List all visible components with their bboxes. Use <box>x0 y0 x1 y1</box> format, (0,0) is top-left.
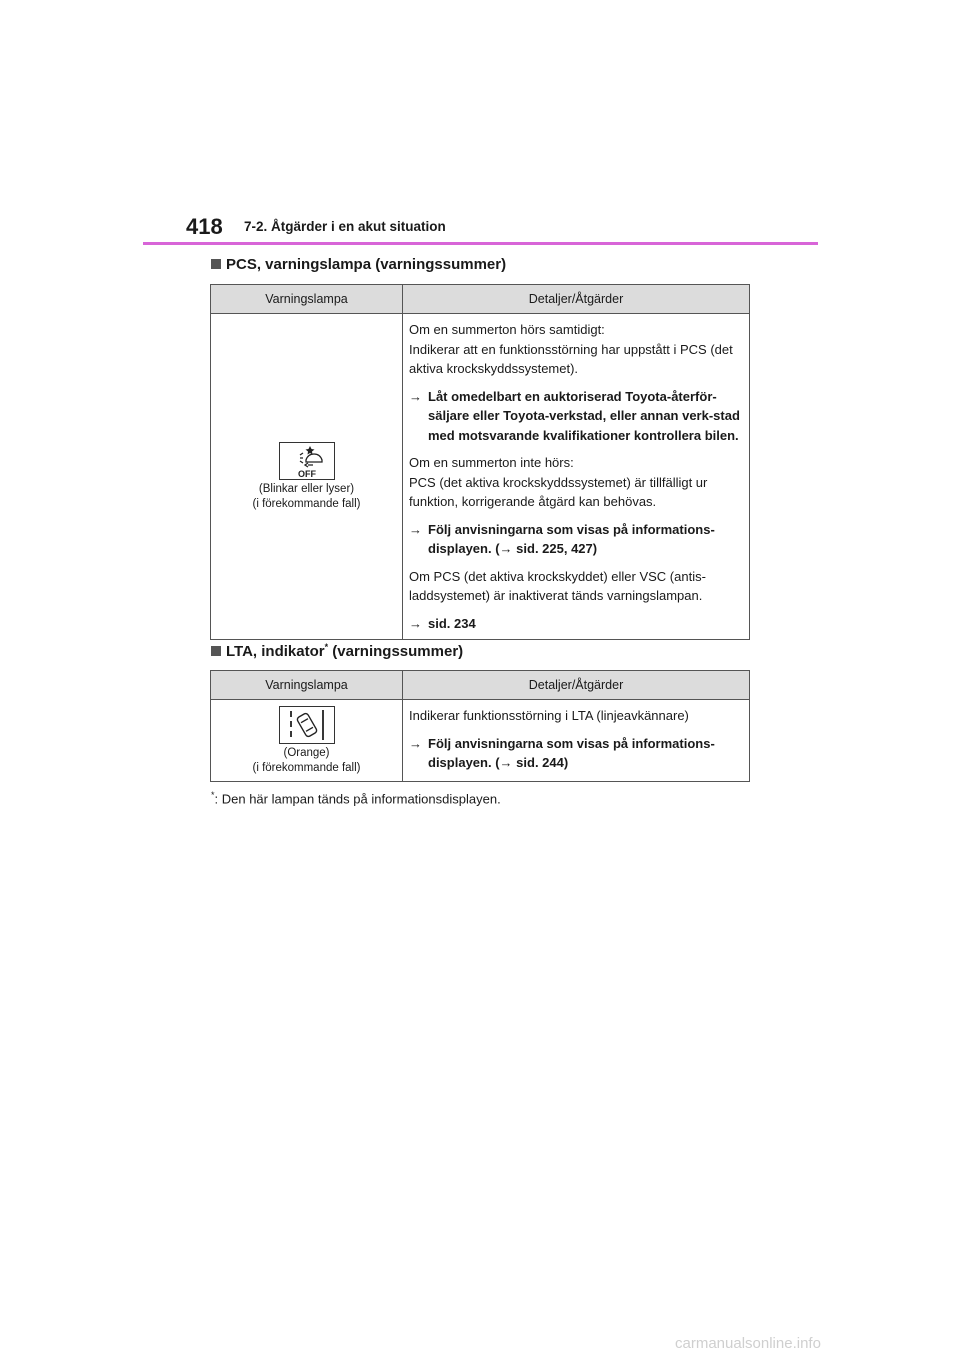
arrow-right-icon: → <box>409 735 422 751</box>
table-header-row <box>211 285 750 314</box>
col-header-lamp: Varningslampa <box>211 285 403 314</box>
col-header-details: Detaljer/Åtgärder <box>403 285 750 314</box>
arrow-right-icon: → <box>409 521 422 537</box>
footnote-text: : Den här lampan tänds på informationsdisplayen. <box>214 791 501 807</box>
page-reference-link[interactable]: sid. 225, 427) <box>516 541 598 556</box>
action-text: Följ anvisningarna som visas på informations-displayen. ( <box>428 735 715 770</box>
table-row <box>211 700 750 782</box>
detail-description: Indikerar att en funktionsstörning har uppstått i PCS (det aktiva krockskyddssystemet). <box>409 341 733 376</box>
lamp-availability-text: (i förekommande fall) <box>252 497 361 510</box>
arrow-right-icon: → <box>499 541 513 556</box>
detail-paragraph: Indikerar funktionsstörning i LTA (linjeavkännare) <box>409 708 689 723</box>
pcs-off-icon <box>279 442 335 480</box>
lamp-state-text: (Blinkar eller lyser) <box>258 482 355 495</box>
pcs-warning-table <box>210 284 750 640</box>
table-row <box>211 314 750 640</box>
page-number: 418 <box>186 214 223 239</box>
lta-warning-table <box>210 670 750 782</box>
action-text: Följ anvisningarna som visas på informations-displayen. ( <box>428 521 715 556</box>
header-rule <box>143 242 818 245</box>
action-instruction <box>409 387 743 446</box>
section-heading-lta-text: LTA, indikator <box>226 643 325 660</box>
square-bullet-icon <box>211 259 221 269</box>
footnote-marker: * <box>211 790 215 800</box>
footnote-marker: * <box>324 642 329 652</box>
details-cell <box>403 314 750 640</box>
detail-condition: Om en summerton inte hörs: <box>409 455 574 470</box>
section-heading-pcs-text: PCS, varningslampa (varningssummer) <box>226 256 507 273</box>
detail-paragraph <box>409 453 743 512</box>
page-reference-link[interactable]: sid. 234 <box>428 615 476 631</box>
lamp-cell <box>211 700 403 782</box>
arrow-right-icon: → <box>409 388 422 404</box>
action-instruction <box>409 520 743 559</box>
details-cell <box>403 700 750 782</box>
lamp-cell <box>211 314 403 640</box>
action-text: Låt omedelbart en auktoriserad Toyota-återför-säljare eller Toyota-verkstad, eller annan verk-stad med motsvarande kvalifikationer kontrollera bilen. <box>428 388 740 443</box>
pcs-icon-label: OFF <box>297 468 316 479</box>
page-reference-link[interactable]: sid. 244) <box>516 755 569 770</box>
table-header-row <box>211 671 750 700</box>
action-instruction <box>409 614 743 634</box>
section-heading-lta-suffix: (varningssummer) <box>328 643 464 660</box>
section-heading-lta <box>211 642 463 660</box>
square-bullet-icon <box>211 646 221 656</box>
col-header-details: Detaljer/Åtgärder <box>403 671 750 700</box>
detail-condition: Om en summerton hörs samtidigt: <box>409 322 605 337</box>
lamp-color-text: (Orange) <box>283 746 330 759</box>
lane-departure-icon <box>279 706 335 744</box>
arrow-right-icon: → <box>499 755 513 770</box>
col-header-lamp: Varningslampa <box>211 671 403 700</box>
arrow-right-icon: → <box>409 615 422 631</box>
detail-paragraph <box>409 320 743 379</box>
section-heading-pcs <box>211 256 506 273</box>
detail-description: PCS (det aktiva krockskyddssystemet) är tillfälligt ur funktion, korrigerande åtgärd kan behövas. <box>409 474 708 509</box>
footnote <box>211 790 501 806</box>
action-instruction <box>409 734 743 773</box>
lamp-availability-text: (i förekommande fall) <box>252 761 361 774</box>
watermark: carmanualsonline.info <box>675 1335 821 1352</box>
chapter-title: 7-2. Åtgärder i en akut situation <box>244 219 446 234</box>
detail-paragraph: Om PCS (det aktiva krockskyddet) eller VSC (antis-laddsystemet) är inaktiverat tänds varningslampan. <box>409 568 706 603</box>
